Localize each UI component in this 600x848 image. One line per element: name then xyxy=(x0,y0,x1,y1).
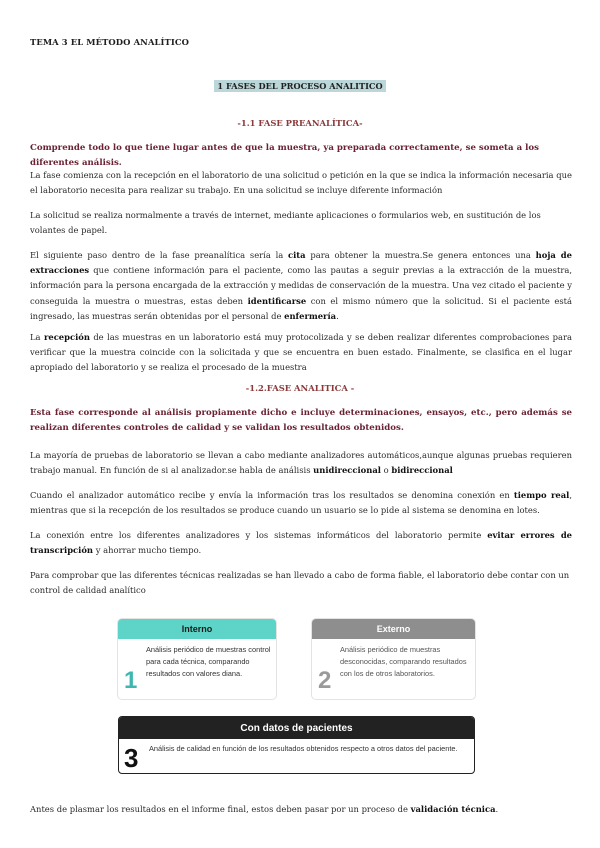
preanalytic-lead: Comprende todo lo que tiene lugar antes de que la muestra, ya preparada correctamente, se someta a los diferentes análisis. xyxy=(30,143,539,168)
preanalytic-heading: -1.1 FASE PREANALÍTICA- xyxy=(237,118,363,128)
analytic-paragraph-2: Cuando el analizador automático recibe y envía la información tras los resultados se denomina conexión en tiempo real, mientras que si la recepción de los resultados se produce cuando un usuario se lo pide al sistema se denomina en lotes. xyxy=(30,490,572,516)
control-card-externo xyxy=(312,619,475,699)
control-card-number: 3 xyxy=(124,743,139,773)
analytic-paragraph-1: La mayoría de pruebas de laboratorio se llevan a cabo mediante analizadores automáticos,aunque algunas pruebas requieren trabajo manual. En función de si al analizador.se habla de análisis unidireccional o bidireccional xyxy=(30,450,572,476)
preanalytic-paragraph-3: El siguiente paso dentro de la fase preanalítica sería la cita para obtener la muestra.Se genera entonces una hoja de extracciones que contiene información para el paciente, como las pautas a seguir previas a la extracción de la muestra, información para la persona encargada de la extracción y medidas de conservación de la muestra. Una vez citado el paciente y conseguida la muestra o muestras, estas deben identificarse con el mismo número que la solicitud. Si el paciente está ingresado, las muestras serán obtenidas por el personal de enfermería. xyxy=(30,250,572,321)
analytic-lead: Esta fase corresponde al análisis propiamente dicho e incluye determinaciones, ensayos, etc., pero además se realizan diferentes controles de calidad y se validan los resultados obtenidos. xyxy=(30,408,572,433)
analytic-paragraph-4: Para comprobar que las diferentes técnicas realizadas se han llevado a cabo de forma fiable, el laboratorio debe contar con un control de calidad analítico xyxy=(30,570,570,596)
control-card-text: Análisis de calidad en función de los resultados obtenidos respecto a otros datos del paciente. xyxy=(149,744,458,753)
control-card-pacientes xyxy=(118,716,475,774)
analytic-heading: -1.2.FASE ANALITICA - xyxy=(245,383,355,393)
control-card-number: 2 xyxy=(318,667,332,694)
preanalytic-paragraph-2: La solicitud se realiza normalmente a través de internet, mediante aplicaciones o formularios web, en sustitución de los volantes de papel. xyxy=(30,210,541,236)
section-title-wrap xyxy=(0,74,600,93)
analytic-paragraph-3: La conexión entre los diferentes analizadores y los sistemas informáticos del laboratorio permite evitar errores de transcripción y ahorrar mucho tiempo. xyxy=(30,530,573,556)
control-card-title: Con datos de pacientes xyxy=(119,717,474,739)
control-card-title: Externo xyxy=(312,619,475,639)
topic-title: TEMA 3 EL MÉTODO ANALÍTICO xyxy=(30,37,190,47)
control-card-title: Interno xyxy=(118,619,276,639)
section-title: 1 FASES DEL PROCESO ANALITICO xyxy=(214,80,385,92)
preanalytic-paragraph-4: La recepción de las muestras en un laboratorio está muy protocolizada y se deben realizar diferentes comprobaciones para verificar que la muestra coincide con la solicitada y que se encuentra en buen estado. Finalmente, se clasifica en el lugar apropiado del laboratorio y se realiza el procesado de la muestra xyxy=(30,332,573,373)
preanalytic-paragraph-1: La fase comienza con la recepción en el laboratorio de una solicitud o petición en la que se indica la información necesaria que el laboratorio necesita para realizar su trabajo. En una solicitud se incluye diferente información xyxy=(30,170,572,196)
control-card-interno xyxy=(118,619,276,699)
final-paragraph: Antes de plasmar los resultados en el informe final, estos deben pasar por un proceso de validación técnica. xyxy=(30,804,499,814)
control-card-text: Análisis periódico de muestras control para cada técnica, comparando resultados con valores diana. xyxy=(146,645,271,679)
control-card-text: Análisis periódico de muestras desconocidas, comparando resultados con los de otros laboratorios. xyxy=(340,645,467,679)
control-card-number: 1 xyxy=(124,667,138,694)
